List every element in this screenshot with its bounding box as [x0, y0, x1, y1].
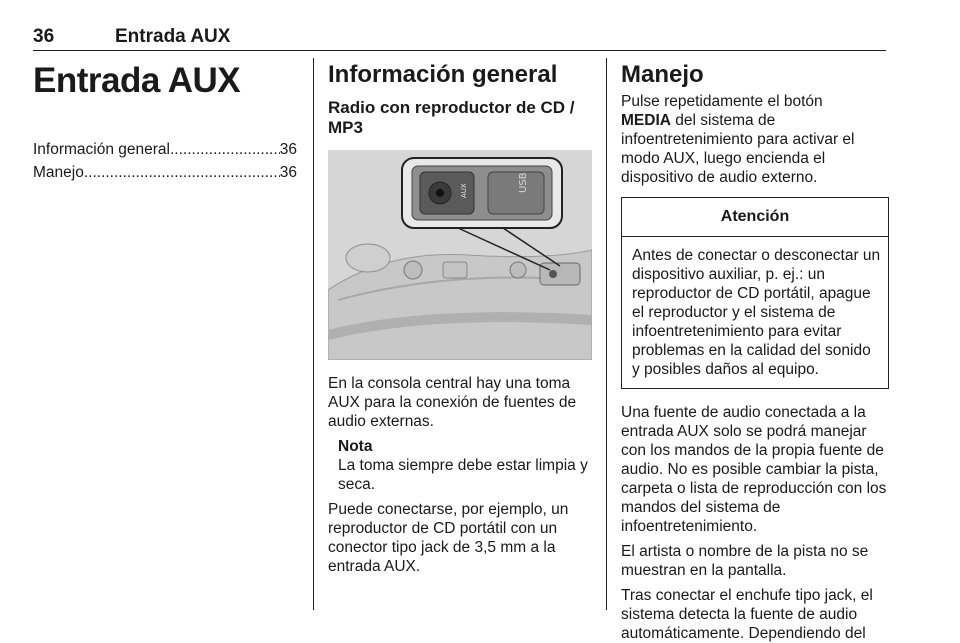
body-paragraph [621, 92, 887, 187]
body-paragraph: Una fuente de audio conectada a la entrada AUX solo se podrá manejar con los mandos de la propia fuente de audio. No es posible cambiar la pista, carpeta o lista de reproducción con los mandos del sistema de infoentretenimiento. [621, 404, 887, 535]
warning-text: Antes de conectar o desconectar un dispositivo auxiliar, p. ej.: un reproductor de CD portátil, apague el reproductor y el sistema de infoentretenimiento para evitar problemas en la calidad del sonido y posibles daños al equipo. [632, 247, 881, 378]
console-drawing [328, 150, 592, 360]
toc-leader [84, 161, 280, 184]
note-title: Nota [338, 438, 373, 455]
note-box [338, 437, 592, 494]
warning-box [621, 197, 889, 389]
column-divider [606, 58, 607, 610]
aux-port-illustration [328, 150, 592, 360]
warning-title: Atención [622, 198, 888, 237]
toc-leader [170, 138, 280, 161]
toc-entry-page: 36 [279, 141, 297, 158]
general-info-column [328, 58, 592, 576]
body-paragraph: El artista o nombre de la pista no se muestran en la pantalla. [621, 543, 869, 579]
toc-entry[interactable] [33, 161, 297, 184]
operation-column [621, 58, 887, 643]
toc-column [33, 58, 297, 184]
toc-entry[interactable] [33, 138, 297, 161]
instruction-text: Pulse repetidamente el botón [621, 93, 823, 110]
media-button-label: MEDIA [621, 112, 671, 129]
usb-label: USB [518, 172, 529, 193]
body-paragraph: Tras conectar el enchufe tipo jack, el sistema detecta la fuente de audio automáticamente. Dependiendo del [621, 587, 873, 642]
subsection-heading: Radio con reproductor de CD / MP3 [328, 98, 575, 137]
aux-label: AUX [460, 183, 468, 198]
running-title: Entrada AUX [115, 26, 231, 47]
section-heading: Información general [328, 61, 558, 88]
table-of-contents [33, 138, 297, 184]
page-number: 36 [33, 26, 55, 47]
chapter-title: Entrada AUX [33, 61, 241, 100]
instruction-text: del sistema de infoentretenimiento para activar el modo AUX, luego encienda el dispositivo de audio externo. [621, 112, 855, 186]
body-paragraph: Puede conectarse, por ejemplo, un reproductor de CD portátil con un conector tipo jack de 3,5 mm a la entrada AUX. [328, 501, 569, 575]
page-header [33, 26, 886, 51]
toc-entry-page: 36 [279, 164, 297, 181]
column-divider [313, 58, 314, 610]
toc-entry-label: Manejo [33, 164, 84, 181]
toc-entry-label: Información general [33, 141, 170, 158]
section-heading: Manejo [621, 61, 704, 88]
note-text: La toma siempre debe estar limpia y seca. [338, 457, 588, 493]
body-paragraph: En la consola central hay una toma AUX para la conexión de fuentes de audio externas. [328, 375, 577, 430]
